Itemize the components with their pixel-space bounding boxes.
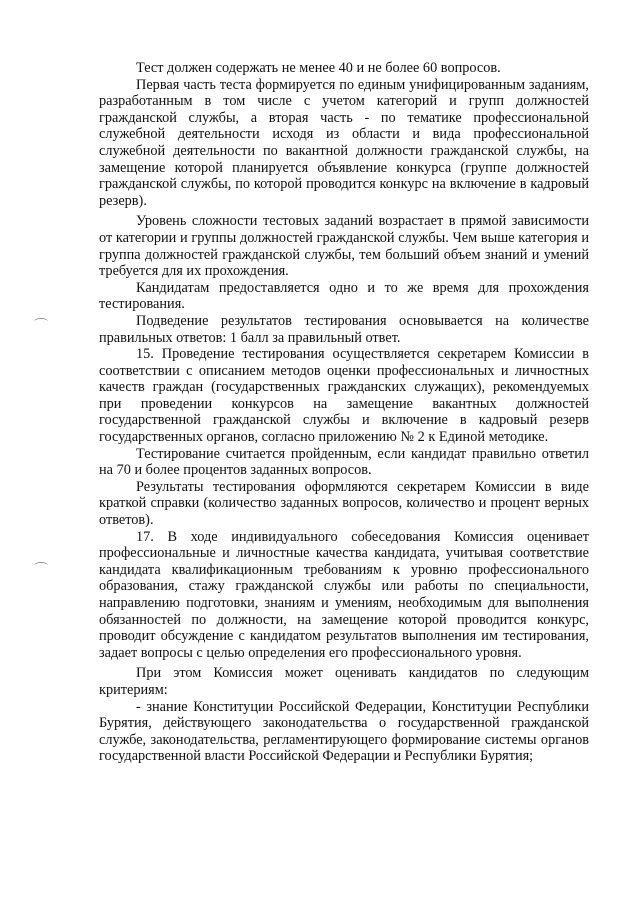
binding-hole-mark <box>34 562 48 569</box>
paragraph-time: Кандидатам предоставляется одно и то же время для прохождения тестирования. <box>99 279 589 313</box>
binding-hole-mark <box>34 318 48 325</box>
paragraph-criteria-intro: При этом Комиссия может оценивать кандидатов по следующим критериям: <box>99 665 589 698</box>
paragraph-passing: Тестирование считается пройденным, если кандидат правильно ответил на 70 и более процентов заданных вопросов. <box>99 445 589 479</box>
paragraph-difficulty: Уровень сложности тестовых заданий возрастает в прямой зависимости от категории и группы должностей гражданской службы. Чем выше категория и группа должностей гражданской службы, тем больший объем знаний и умений требуется для их прохождения. <box>99 213 589 280</box>
paragraph-scoring: Подведение результатов тестирования основывается на количестве правильных ответов: 1 балл за правильный ответ. <box>99 312 589 346</box>
paragraph-test-size: Тест должен содержать не менее 40 и не более 60 вопросов. <box>136 60 501 76</box>
document-body <box>99 60 589 765</box>
list-item-criterion: - знание Конституции Российской Федерации, Конституции Республики Бурятия, действующего законодательства о государственной гражданской службе, законодательства, регламентирующего формирование системы органов государственной власти Российской Федерации и Республики Бурятия; <box>99 698 589 765</box>
paragraph-results: Результаты тестирования оформляются секретарем Комиссии в виде краткой справки (количество заданных вопросов, количество и процент верных ответов). <box>99 478 589 529</box>
paragraph-item-15: 15. Проведение тестирования осуществляется секретарем Комиссии в соответствии с описанием методов оценки профессиональных и личностных качеств граждан (государственных гражданских служащих), рекомендуемых при проведении конкурсов на замещение вакантных должностей государственной гражданской службы и включение в кадровый резерв государственных органов, согласно приложению № 2 к Единой методике. <box>99 346 589 446</box>
paragraph-test-parts: Первая часть теста формируется по единым унифицированным заданиям, разработанным в том числе с учетом категорий и групп должностей гражданской службы, а вторая часть - по тематике профессиональной служебной деятельности исходя из области и вида профессиональной служебной деятельности по вакантной должности гражданской службы, на замещение которой планируется объявление конкурса (группе должностей гражданской службы, по которой проводится конкурс на включение в кадровый резерв). <box>99 76 589 209</box>
paragraph-item-17: 17. В ходе индивидуального собеседования Комиссия оценивает профессиональные и личностные качества кандидата, учитывая соответствие кандидата квалификационным требованиям к уровню профессионального образования, стажу гражданской службы или работы по специальности, направлению подготовки, знаниям и умениям, необходимым для выполнения обязанностей по должности, на замещение которой проводится конкурс, проводит обсуждение с кандидатом результатов выполнения им тестирования, задает вопросы с целью определения его профессионального уровня. <box>99 528 589 661</box>
